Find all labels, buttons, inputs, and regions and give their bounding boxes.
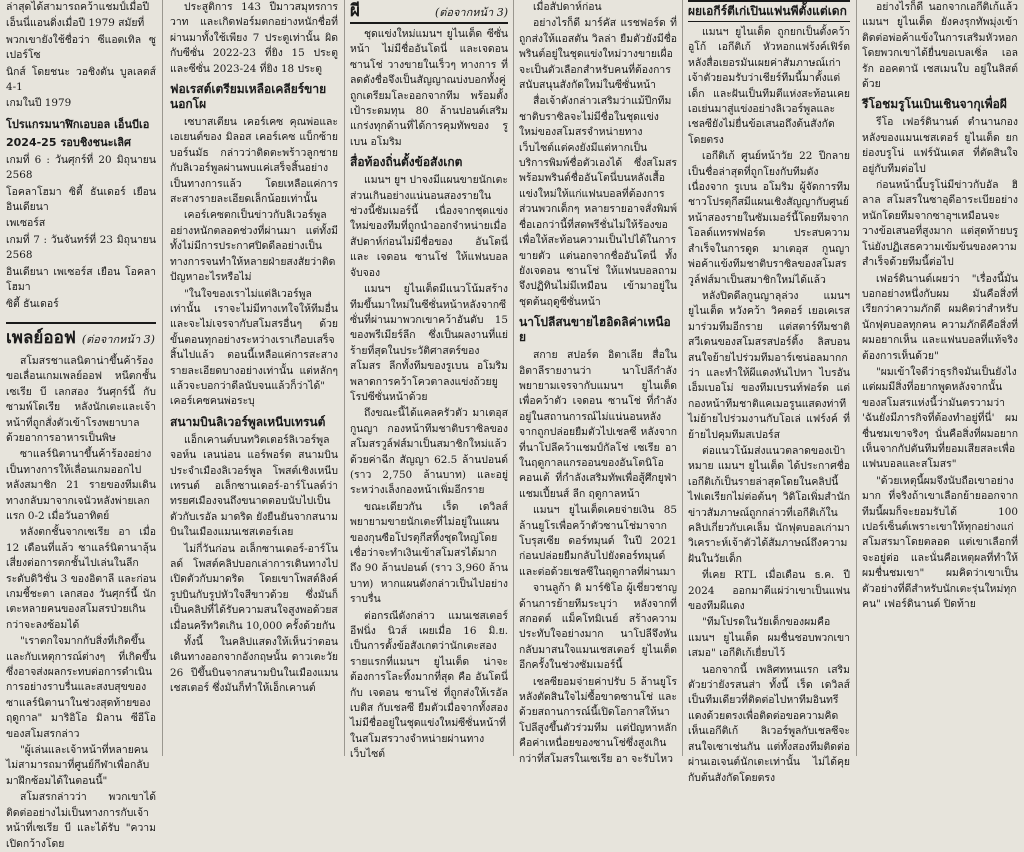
- paragraph: "ในใจของเราไม่แต่ลิเวอร์พูลเท่านั้น เราจะไม่มีทางเทใจให้ทีมอื่น และจะไม่เจรจากับสโมสรอื่นๆ ด้วย ขั้นตอนทุกอย่างระหว่างเราเกือบเสร็จสิ้นไปแล้ว ตอนนี้เหลือแค่การสะสางรายละเอียดบางอย่างเท่านั้น แต่หลักๆ แล้วจะบอกว่าดีลนับจนแล้วก็ว่าได้" เคอร์เคซคนพ่อระบุ: [170, 287, 338, 408]
- paragraph: แมนฯ ยูไนเต็ด ถูกยกเป็นตั้งคว้า อูโก้ เอกีติเก้ หัวหอกแฟร้งค์เฟิร์ตหลังสื่อเยอรมันเผยค่าสัมภาษณ์เก่า เจ้าตัวยอมรับว่าเชียร์ทีมนี้มาตั้งแต่เด็ก และฝันเป็นทีมตีแห่งสะท้อนเคยเอเย่นมาสู่แข่งอย่างลิเวอร์พูลและเชลซียังไม่ยื่นข้อเสนอถึงต้นสังกัดโดยตรง: [688, 26, 850, 146]
- paragraph: ก่อนหน้านี้บรูโน่มีข่าวกับอัล ฮิลาล สโมสรในซาอุดีอาระเบียอย่างหนักโดยทีมจากซาอุฯเหมือนจะวางข้อเสนอที่สูงมาก แต่สุดท้ายบรูโน่ยังปฏิเสธความเข้มข้นของความสำเร็จด้วยทีมนี้ต่อไป: [862, 179, 1018, 269]
- paragraph: นอกจากนี้ เพลิศทหนแรก เสริมตัวยว่ายังรสนส่า ทั้งนี้ เร็ด เดวิลส์ เป็นทีมเดียวที่ติดต่อไปหาทีมอินทรีแดงด้วยตรงเพื่อติดต่อขอความคิดเห็นเอกีติเก้ ลิเวอร์พูลกับเชลซีจะสนใจเซาเช่นกัน แต่ทั้งสองทีมติดต่อผ่านเอเจนต์นักเตะเท่านั้น ไม่ได้คุยกับต้นสังกัดโดยตรง: [688, 663, 850, 784]
- column-divider: [344, 0, 345, 756]
- paragraph: "เราตกใจมากกับสิ่งที่เกิดขึ้นและกับเหตุการณ์ต่างๆ ที่เกิดขึ้นซึ่งอาจส่งผลกระทบต่อการดำเนินการอย่างราบรื่นและสงบสุขของซาแลร์นิตานาในช่วงสุดท้ายของฤดูกาล" มาริอิโอ มิลาน ซีอีโอของสโมสรกล่าว: [6, 635, 156, 740]
- rashford-article-body: [519, 0, 677, 310]
- rio-subheading: รีโอชมรูโนเบินเชินจากุเพื่อผี: [862, 97, 1007, 112]
- column-3: [350, 0, 508, 761]
- paragraph: หลังตกชั้นจากเซเรีย อา เมื่อ 12 เดือนที่แล้ว ซาแลร์นิตานาลุ้นเสี่ยงต่อการตกชั้นไปเล่นในลีกระดับดิวิชั่น 3 ของอิตาลี และก่อนเกมชี้ชะตา เลกสอง วันศุกร์นี้ นักเตะหลายคนของสโมสรป่วยเกินกว่าจะลงซ้อมได้: [6, 526, 156, 631]
- paragraph: "ทีมโปรดในวัยเด็กของผมคือ แมนฯ ยูไนเต็ด ผมชื่นชอบพวกเขาเสมอ" เอกีติเก้เยื่ยบไว้: [688, 616, 850, 660]
- paragraph: นิกส์ โดยชนะ วอชิงตัน บูลเลตส์ 4-1: [6, 65, 156, 94]
- ekitike-article-body-continued: [688, 663, 850, 786]
- paragraph: เพเซอร์ส: [6, 217, 46, 230]
- column-1: [6, 0, 156, 850]
- paragraph: ชุดแข่งใหม่แมนฯ ยูไนเต็ด ซีซั่นหน้า ไม่มีชื่ออันโดนี่ และเจดอน ซานโช่ วางขายในเร็วๆ ทางการ ที่ลดดังชื่อจึงเป็นสัญญาณบ่งบอกทั้งคู่ถูกเตรียมโละออกจากทีม พร้อมตั้งเป้าระดมทุน 80 ล้านปอนด์เสริมแกร่งทุกด้านที่ได้การคุมทัพของ รูเบน อโมริม: [350, 28, 508, 148]
- mufc-headline-text: ผี: [350, 1, 360, 21]
- rio-article-body: [862, 115, 1018, 612]
- ekitike-quote: [688, 568, 850, 661]
- nba-schedule-list: [6, 153, 156, 312]
- paragraph: แอ็กเคานต์บนทวิตเตอร์ลิเวอร์พูล จอห์น เลนน่อน แอร์พอร์ต สนามบินประจำเมืองลิเวอร์พูล โพสต์เชิงเหนีบ เทรนต์ อเล็กซานเดอร์-อาร์โนลด์ว่าทรยศเมืองจนถึงขนาดตอบนับไปเป็นตัวกับเรอัล มาดริด ยังยืนยันจากสนามบินในเมืองแมนเชสเตอร์เลย: [170, 433, 338, 539]
- forest-subheading: ฟอเรสต์เตรียมเหลือเคลียร์ขายนอกโผ: [170, 82, 327, 112]
- liverpool-airport-subheading: สนามบินลิเวอร์พูลเหนีบเทรนต์: [170, 414, 326, 429]
- column-6: [862, 0, 1018, 756]
- paragraph: โอคลาโฮมา ซิตี้ ธันเดอร์ เยือน อินเดียนา: [6, 185, 156, 214]
- paragraph: หลังปิดดีลกูนญาลุล่วง แมนฯ ยูไนเต็ด หวังคว้า วิคตอร์ เยอเคเรส มาร่วมทีมอีกราย แต่สตาร์ทีมชาติสวีเดนของสโมสรสปอร์ติ้ง ลิสบอน สนใจย้ายไปร่วมทีมอาร์เซน่อลมากกว่า และทำให้ผีแดงหันไปหา ไบรอัน เอ็มเบอโม่ ของทีมเบรนท์ฟอร์ด แต่กองหน้าทีมชาติแคเมอรูนแสดงท่าทีไม่ย้ายไปร่วมงานกับโอเล่ แฟร์งค์ ที่ย้ายไปคุมทีมสเปอร์ส: [688, 289, 850, 441]
- napoli-subheading: นาโปลีสนขายไฮอิดลิค่าเหนือย: [519, 315, 671, 345]
- paragraph: ทั้งนี้ ในคลิปแสดงให้เห็นว่าตอนเดินทางออกจากอังกฤษนั้น ดาวเตะวัย 26 ปีขึ้นบินจากสนามบินในเมืองแมนเชสเตอร์ ซึ่งมันก็ทำให้เอ็กเคานต์: [170, 636, 338, 695]
- playoff-article-body: [6, 354, 156, 852]
- paragraph: สกาย สปอร์ต อิตาเลีย สื่อในอิตาลีรายงานว่า นาโปลีกำลังพยายามเจรจากับแมนฯ ยูไนเต็ด เพื่อคว้าตัว เจดอน ซานโช่ ที่กำลังอยู่ในสถานการณ์ไม่แน่นอนหลังจากถูกปล่อยยืมตัวไปเชลซี หลังจากที่นาโปลีคว้าแชมป์กัลโช่ เซเรีย อา ในฤดูกาลแกรออนของอันโตนิโอ คอนเต้ ที่กำลังเสริมทัพเพื่อสู้ศึกยูฟ่า แชมเปี้ยนส์ ลีก ฤดูกาลหน้า: [519, 349, 677, 500]
- paragraph: พวกเขายังใช้ชื่อว่า ซีแอตเทิล ซูเปอร์โซ: [6, 33, 156, 62]
- paragraph: ซิตี้ ธันเดอร์: [6, 297, 59, 310]
- paragraph: ต่อกรณีดังกล่าว แมนเชสเตอร์ อีฟนิ่ง นิวส์ เผยเมื่อ 16 มิ.ย. เป็นการตั้งข้อสังเกตว่านักเตะสองรายแรกที่แมนฯ ยูไนเต็ด น่าจะต้องการโละทิ้งมากที่สุด คือ อันโตนี่กับ เจดอน ซานโช่ ที่ถูกส่งให้เรอัล เบติส กับเชลซี ยืมตัวเมื่อจากทั้งสองไม่มีชื่ออยู่ในชุดแข่งใหม่ซีซั่นหน้าที่ในสโมสรวางจำหน่ายผ่านทางเว็บไซต์: [350, 609, 508, 761]
- playoff-continued-label: (ต่อจากหน้า 3): [81, 332, 155, 346]
- paragraph: "ผมเข้าใจดีว่าธุรกิจมันเป็นยังไง แต่ผมมีสิ่งที่อยากพูดหลังจากนั้นของสโมสรแห่งนี้ว่ามันตรวามว่า 'ฉันยังมีภารกิจที่ต้องทำอยู่ที่นี่' ผมชื่นชมเขาจริงๆ นั่นคือสิ่งที่ผมอยากเห็นจากกัปตันทีมที่ยอมเสียสละเพื่อแฟนบอลและสโมสร": [862, 365, 1018, 471]
- paragraph: "ผู้เล่นและเจ้าหน้าที่หลายคนไม่สามารถมาที่ศูนย์กีฬาเพื่อกลับมาฝึกซ้อมได้ในตอนนี้": [6, 744, 150, 787]
- paragraph: สโมสรกล่าวว่า พวกเขาได้ติดต่ออย่างไม่เป็นทางการกับเจ้าหน้าที่เซเรีย บี และได้รับ "ความเปิดกว้างโดย: [6, 791, 156, 850]
- kerkez-article-body: [170, 115, 338, 410]
- paragraph: เอ็นนี่แอนดิ่งเมื่อปี 1979 สมัยที่: [6, 17, 145, 30]
- paragraph: เกมที่ 6 : วันศุกร์ที่ 20 มิถุนายน 2568: [6, 153, 156, 182]
- paragraph: สื่อเจ้าดังกล่าวเสริมว่าแม้ปีกทีมชาติบราซิลจะไม่มีชื่อในชุดแข่งใหม่ของสโมสรจำหน่ายทางเว็บไซต์แต่คงยังมีแต่หากเป็นบริการพิมพ์ชื่อตัวเองได้ ซึ่งสโมสรพร้อมพรินต์ชื่ออันโตนี่บนหลังเสื้อแข่งใหม่ให้แก่แฟนบอลที่ต้องการ ส่วนพวกเด็กๆ หลายรายอาจสั่งพิมพ์ชื่อเอกว่านี้ที่สดพรีชั่นไม่ให้ร้องขอเพื่อให้สะท้อนความเป็นไปได้ในการขายตัว แต่นอกจากชื่ออันโตนี่ ทั้งยังเจดอน ซานโช่ ให้แฟนบอลถาม จึงปฏิทินไม่มีเหมือน เข้ามาอยู่ในชุดต้นฤดูซีซั่นหน้า: [519, 95, 677, 308]
- column-divider: [682, 0, 683, 756]
- paragraph: ซาแลร์นิตานาขึ้นค้าร้องอย่างเป็นทางการให้เลื่อนเกมออกไป หลังสมาชิก 21 รายของทีมเดินทางกลับมาจากเจนัวหลังพ่ายเลกแรก 0-2 เมื่อวันอาทิตย์: [6, 448, 156, 522]
- trent-article-body: [170, 433, 338, 697]
- mufc-continued-label: (ต่อจากหน้า 3): [434, 6, 508, 19]
- paragraph: แมนฯ ยูไนเต็ดเคยจ่ายเงิน 85 ล้านยูโรเพื่อคว้าตัวซานโช่มาจากโบรุสเซีย ดอร์ทมุนด์ ในปี 2021 ก่อนปล่อยยืมกลับไปยังดอร์ทมุนด์ และต่อด้วยเชลซีในฤดูกาลที่ผ่านมา: [519, 504, 677, 578]
- nba-intro-text: [6, 0, 156, 112]
- paragraph: รีโอ เฟอร์ดินานด์ ตำนานกองหลังของแมนเชสเตอร์ ยูไนเต็ด ยกย่องบรูโน่ แฟร์นันเดส ที่ตัดสินใจอยู่กับทีมต่อไป: [862, 116, 1018, 175]
- playoff-headline: [6, 322, 156, 351]
- paragraph: เกมที่ 7 : วันจันทร์ที่ 23 มิถุนายน 2568: [6, 233, 156, 262]
- paragraph: แมนฯ ยูไนเต็ดมีแนวโน้มสร้างทีมขึ้นมาใหม่ในซีซั่นหน้าหลังจากซีซั่นที่ผ่านมาพวกเขาคว้าอันดับ 15 ของพรีเมียร์ลีก ซึ่งเป็นผลงานที่แย่ร้ายที่สุดในประวัติศาสตร์ของสโมสร ลีกทั้งทีมของรูเบน อโมริม พลาดการคว้าโควตาลงแข่งถ้วยยูโรปซีซั่นหน้าด้วย: [350, 283, 508, 403]
- paragraph: เคอร์เคซตกเป็นข่าวกับลิเวอร์พูลอย่างหนักตลอดช่วงที่ผ่านมา แต่ทั้งมีทั้งไม่มีการประกาศปิดดีลอย่างเป็นทางการจนทำให้หลายฝ่ายสงสัยว่าติดปัญหาอะไรหรือไม่: [170, 209, 338, 284]
- column-5: [688, 0, 850, 784]
- local-media-subheading: สื่อท้องถิ่นตั้งข้อสังเกต: [350, 155, 463, 170]
- mufc-article-body: [350, 27, 508, 150]
- playoff-headline-text: เพลย์ออฟ: [6, 327, 76, 348]
- napoli-article-body: [519, 348, 677, 767]
- paragraph: เมื่อสัปดาห์ก่อน: [533, 1, 602, 13]
- paragraph: ขณะเดียวกัน เร็ด เดวิลส์ พยายามขายนักเตะที่ไม่อยู่ในแผนของกุนซือโปรตุกีสทิ้งชุดใหญ่โดยเชื่อว่าจะทำเงินเข้าสโมสรได้มากถึง 90 ล้านปอนด์ (ราว 3,960 ล้านบาท) หากแผนดังกล่าวเป็นไปอย่างราบรื่น: [350, 500, 508, 606]
- column-2: [170, 0, 338, 756]
- paragraph: อินเดียนา เพเซอร์ส เยือน โอคลาโฮมา: [6, 265, 156, 294]
- column-divider: [513, 0, 514, 756]
- paragraph: อย่างไรก็ดี นอกจากเอกีติเก้แล้ว แมนฯ ยูไนเต็ด ยังคงรุกทัพมุ่งเข้าติดต่อพ่อค้าแข้งในการเสริมหัวหอกโดยพวกเขาได้ยื่นขอเบลเซิ่ล เอล รัก ออคตานั เชสเมนใบ อยู่ในลิสต์ด้วย: [862, 1, 1018, 91]
- paragraph: เซบาสเตียน เคอร์เคซ คุณพ่อและเอเยนต์ของ มิลอส เคอร์เคซ แบ็กซ้ายบอร์นมัธ กล่าวว่าติดตะพร้าวลูกชายกับลิเวอร์พูลผ่านพบแค่เสร็จสิ้นอย่างเป็นทางการแล้ว โดยเหลือแค่การสะสางรายละเอียดเล็กน้อยเท่านั้น: [170, 116, 338, 206]
- paragraph: ต่อแนวโน้มส่งแนวตลาดของเป้าหมาย แมนฯ ยูไนเต็ด ได้ประกาศชื่อเอกีติเก้เป็นรายล่าสุดโดยในคลิปนี้ไฟเดเรียกไม่ต่อต้นๆ วิดิโอเพิ่มสำนักข่าวสัมภาษณ์ถูกกล่าวที่เอกีติเก้ในคลิปเกี่ยวกับเคเล็ม นักฟุตบอลเก่ามาวิเคราะห์เจ้าตัวได้สัมภาษณ์ถึงความฝันในวัยเด็ก: [688, 444, 850, 565]
- paragraph: ไม่กี่วันก่อน อเล็กซานเดอร์-อาร์โนลด์ โพสต์คลิปบอกเล่าการเดินทางไปเปิดตัวกับมาดริด โดยเขาโพสต์ลิงค์รูปบินกับรูปหัวใจสีขาวด้วย ซึ่งมันก็เป็นคลิปที่ได้รับความสนใจสูงพอด้วยสเมื่อนครีทวิตเกิน 10,000 ครั้งด้วยกัน: [170, 542, 338, 632]
- paragraph: เชลซียอมจ่ายค่าปรับ 5 ล้านยูโรหลังตัดสินใจไม่ซื้อขาดซานโช่ และด้วยสถานการณ์นี้เปิดโอกาสให้นาโปลีสูงขึ้นตัวร่วมทีม แต่ปัญหาหลักคือค่าเหนื่อยของซานโช่ซึ่งสูงเกินกว่าที่สโมสรในเซเรีย อา จะรับไหว: [519, 675, 677, 765]
- mufc-article-body-continued: [350, 173, 508, 762]
- ekitike-headline: ผยเอกีร์ตีเก่เปินแฟนพีตั้งแต่เดก: [688, 0, 850, 22]
- paragraph: เอกีติเก้ ศูนย์หน้าวัย 22 ปีกลายเป็นชื่อล่าสุดที่ถูกโยงกับทีมดัง เนื่องจาก รูเบน อโมริม ผู้จัดการทีมชาวโปรตุกีสมีแผนเชิงสัญญากับศูนย์หน้าสองรายในซัมเมอร์นี้โดยทีมจากโอลด์แทรฟฟอร์ด ประสบความสำเร็จในการดูด มาเตอุส กูนญา พ่อค้าแข้งทีมชาติบราซิลของสโมสรวูล์ฟส์มาเป็นสมาชิกใหม่ได้แล้ว: [688, 150, 850, 286]
- paragraph: ที่เคย RTL เมื่อเดือน ธ.ค. ปี 2024 ออกมาตีแผ่ว่าเขาเป็นแฟนของทีมผีแดง: [688, 569, 850, 613]
- nba-schedule-title: โปรแกรมนาฬิกเอบอล เอ็นบีเอ: [6, 117, 150, 131]
- paragraph: ล่าสุดได้สามารถคว้าแชมป์เมื่อปี: [6, 1, 150, 13]
- paragraph: "ด้วยเหตุนี้ผมจึงนับถือเขาอย่างมาก ที่จริงถ้าเขาเลือกย้ายออกจากทีมนี้ผมก็จะยอมรับได้ 100 เปอร์เซ็นต์เพราะเขาให้ทุกอย่างแก่สโมสรมาโดยตลอด แต่เขาเลือกที่จะอยู่ต่อ และนั่นคือเหตุผลที่ทำให้ผมชื่นชมเขา" ผมคิดว่าเขาเป็นตัวอย่างที่ดีสำหรับนักเตะรุ่นใหม่ทุกคน" เฟอร์ดินานด์ ปิดท้าย: [862, 474, 1018, 611]
- mufc-headline: [350, 0, 508, 24]
- paragraph: แมนฯ ยูฯ ปาจงมีแผนขายนักเตะส่วนเกินอย่างแน่นอนสองรายในช่วงนี้ซัมเมอร์นี้ เนื่องจากชุดแข่งใหม่ของทีมที่ถูกนำออกจำหน่ายเมื่อสัปดาห์ก่อนไม่มีชื่อของ อันโตนี่ และ เจดอน ซานโช่ ให้แฟนบอลจับจอง: [350, 174, 508, 279]
- paragraph: ถึงขณะนี้ได้แคลครัวตัว มาเตอุส กูนญา กองหน้าทีมชาติบราซิลของสโมสรวูล์ฟส์มาเป็นสมาชิกใหม่แล้วด้วยค่าฉีก สัญญา 62.5 ล้านปอนด์ (ราว 2,750 ล้านบาท) และอยู่ระหว่างเล็งกองหน้าเพิ่มอีกราย: [350, 407, 508, 497]
- paragraph: เฟอร์ดินานด์เผยว่า "เรื่องนี้มันบอกอย่างหนึ่งกับผม มันคือสิ่งที่เรียกว่าความภักดี ผมคิดว่าสำหรับนักฟุตบอลทุกคน ความภักดีคือสิ่งที่ผมอยากเห็น และแฟนบอลที่แท้จริงต้องการเห็นด้วย": [862, 272, 1018, 362]
- nba-schedule-subtitle: 2024-25 รอบชิงชนะเลิศ: [6, 135, 132, 149]
- column-divider: [856, 0, 857, 756]
- article-body: [170, 0, 338, 77]
- paragraph: อย่างไรก็ดี มาร์คัส แรชฟอร์ด ที่ถูกส่งให้แอสตัน วิลล่า ยืมตัวยังมีชื่อพรินต์อยู่ในชุดแข่งใหม่วางขายเผื่อจะเป็นตัวเลือกสำหรับคนที่ต้องการสนับสนุนสังกัดใหม่ในซีซั่นหน้า: [519, 17, 677, 92]
- paragraph: เกมในปี 1979: [6, 97, 72, 110]
- column-4: [519, 0, 677, 765]
- ekitike-article-end: [862, 0, 1018, 92]
- column-divider: [162, 0, 163, 756]
- paragraph: ประสูติการ 143 ปีมาวสมุทรการวาท และเกิดฟอร์มตกอย่างหนักชื่อที่ผ่านมาทั้งใช้เพียง 7 ประตูเท่านั้น ผิดกับซีซั่น 2022-23 ที่ยิง 15 ประตู และซีซั่น 2023-24 ที่ยิง 18 ประตู: [170, 1, 338, 75]
- paragraph: สโมสรชาแลนิตาน่าขึ้นค้าร้อง ขอเลื่อนเกมเพลย์ออฟ หนีตกชั้น เซเรีย บี เลกสอง วันศุกร์นี้ กับซามพ์โดเรีย หลังนักเตะและเจ้าหน้าที่ถูกสั่งตัวเข้าโรงพยาบาลด้วยอาการอาหารเป็นพิษ: [6, 354, 156, 444]
- ekitike-article-body: [688, 25, 850, 567]
- paragraph: จานลูก้า ดิ มาร์ซิโอ ผู้เชี่ยวชาญด้านการย้ายทีมระบุว่า หลังจากที่ สกอตต์ แม็คโทมิเนย์ สร้างความประทับใจอย่างมาก นาโปลีจึงหันกลับมาสนใจแมนเชสเตอร์ ยูไนเต็ด อีกครั้งในช่วงซัมเมอร์นี้: [519, 582, 677, 672]
